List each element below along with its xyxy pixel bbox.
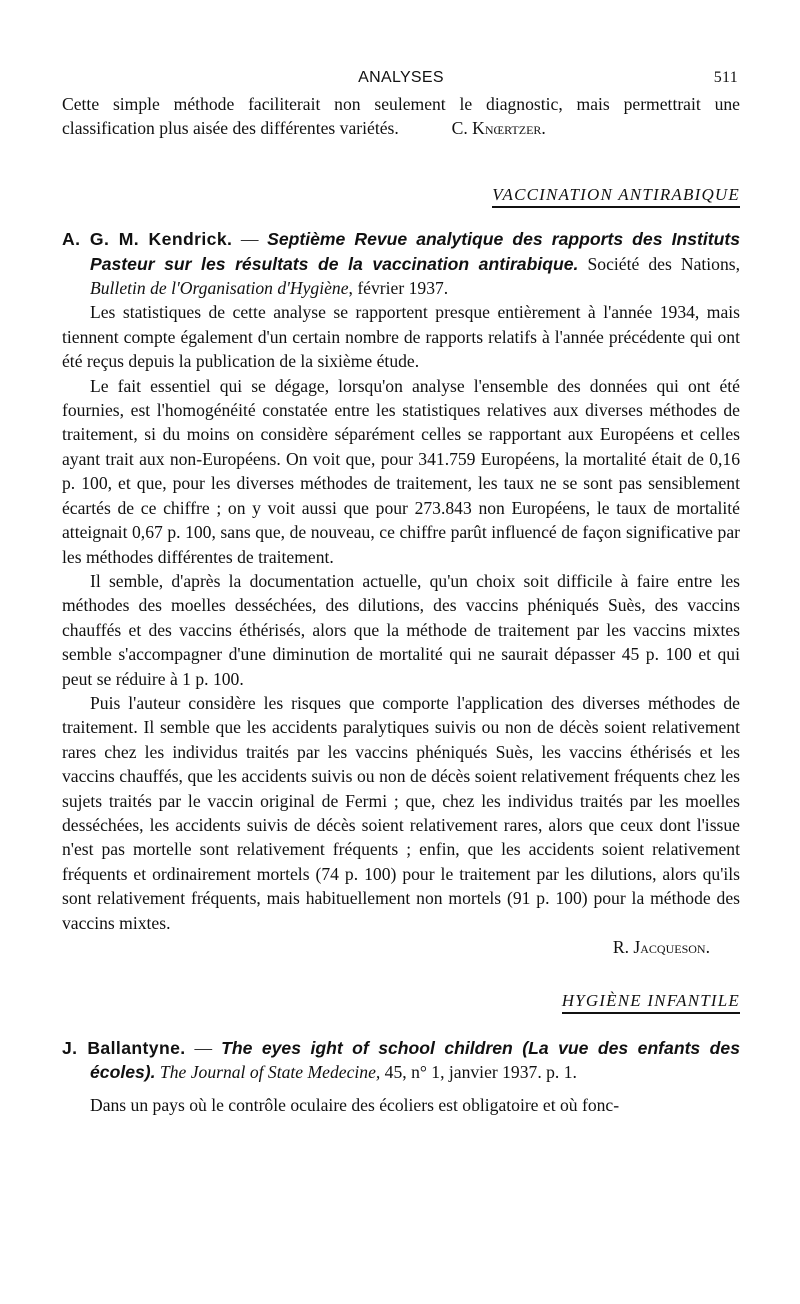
intro-text: Cette simple méthode faciliterait non seulement le diagnostic, mais permettrait une classification plus aisée des différentes variétés. [62, 94, 740, 139]
body-paragraph: Les statistiques de cette analyse se rapportent presque entièrement à l'année 1934, mais tiennent compte également d'un certain nombre de rapports relatifs à l'année précédente qui ont été reçus depuis la publication de la sixième étude. [62, 302, 740, 372]
reference-kendrick: A. G. M. Kendrick. — Septième Revue analytique des rapports des Instituts Pasteur sur les résultats de la vaccination antirabique. Société des Nations, Bulletin de l'Organisation d'Hygiène, février 1937. [62, 229, 741, 299]
section-title-hygiene: HYGIÈNE INFANTILE [62, 989, 740, 1013]
reference-author: A. G. M. Kendrick. [62, 229, 233, 250]
intro-signature: C. Knœrtzer. [451, 118, 546, 139]
reference-journal: The Journal of State Medecine, [155, 1062, 381, 1083]
running-header [62, 66, 740, 92]
page [62, 66, 740, 1117]
signature-jacqueson: R. Jacqueson. [612, 937, 710, 957]
intro-paragraph [62, 92, 740, 141]
section-title-vaccination: VACCINATION ANTIRABIQUE [62, 183, 740, 207]
body-paragraph: Il semble, d'après la documentation actuelle, qu'un choix soit difficile à faire entre les méthodes des moelles desséchées, des dilutions, des vaccins phéniqués Suès, des vaccins chauffés et des vaccins éthérisés, alors que la méthode de traitement par les vaccins mixtes semble s'accompagner d'une diminution de mortalité qui ne saurait dépasser 45 p. 100 et qui peut se réduire à 1 p. 100. [62, 570, 740, 689]
body-paragraph: Le fait essentiel qui se dégage, lorsqu'on analyse l'ensemble des données qui ont été fournies, est l'homogénéité constatée entre les statistiques relatives aux diverses méthodes de traitement, si du moins on considère séparément celles se rapportant aux Européens et celles ayant trait aux non-Européens. On voit que, pour 341.759 Européens, la mortalité était de 0,16 p. 100, et que, pour les diverses méthodes de traitement, les taux ne se sont pas sensiblement écartés de ce chiffre ; on y voit aussi que pour 273.843 non Européens, le taux de mortalité atteignait 0,67 p. 100, sans que, de nouveau, ce chiffre parût influencé de façon significative par les méthodes différentes de traitement. [62, 375, 740, 567]
body-paragraph: Dans un pays où le contrôle oculaire des écoliers est obligatoire et où fonc- [90, 1094, 620, 1115]
reference-title: The eyes ight of school children (La vue des enfants des écoles). [90, 1037, 740, 1083]
page-number: 511 [713, 69, 738, 86]
reference-ballantyne: J. Ballantyne. — The eyes ight of school children (La vue des enfants des écoles). The Journal of State Medecine, 45, n° 1, janvier 1937. p. 1. [62, 1037, 740, 1083]
reference-journal: Bulletin de l'Organisation d'Hygiène [90, 278, 349, 299]
header-title: ANALYSES [358, 69, 444, 86]
reference-author: J. Ballantyne. [62, 1037, 186, 1058]
body-paragraph: Puis l'auteur considère les risques que comporte l'application des diverses méthodes de traitement. Il semble que les accidents paralytiques suivis ou non de décès soient relativement rares chez les individus traités par les vaccins phéniqués Suès, les vaccins éthérisés et les vaccins chauffés, que les accidents suivis ou non de décès soient relativement fréquents chez les sujets traités par le vaccin original de Fermi ; que, chez les individus traités par les moelles desséchées, les accidents suivis de décès soient relativement rares, alors que ceux dont l'issue n'est pas mortelle sont relativement fréquents ; enfin, que les accidents soient relativement fréquents et ordinairement mortels (74 p. 100) pour le traitement par les dilutions, alors qu'ils sont relativement fréquents, mais habituellement non mortels (91 p. 100) pour la méthode des vaccins mixtes. [62, 692, 740, 933]
reference-title: Septième Revue analytique des rapports des Instituts Pasteur sur les résultats de la vaccination antirabique. [90, 229, 740, 274]
